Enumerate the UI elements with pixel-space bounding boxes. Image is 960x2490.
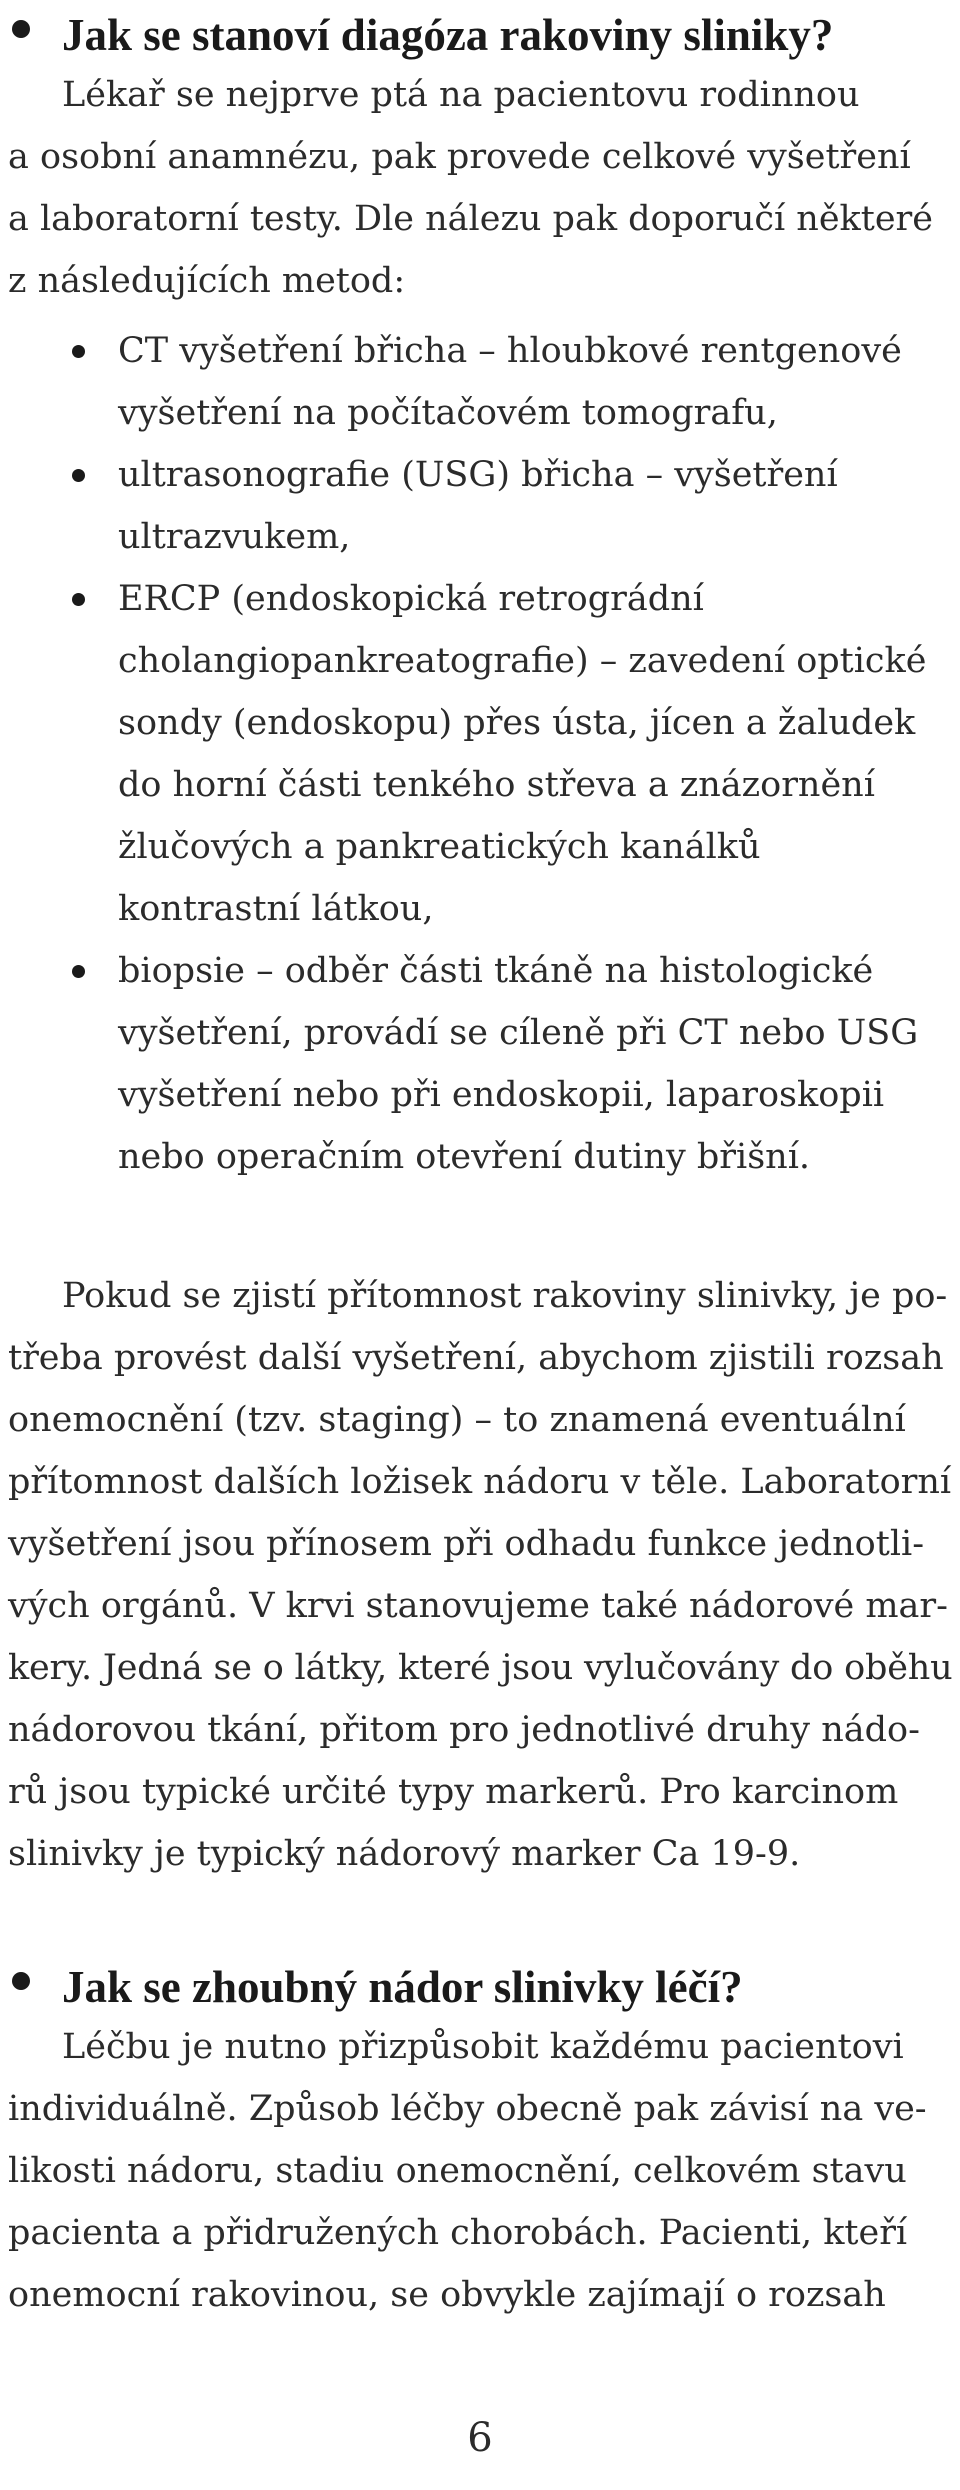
staging-paragraph (8, 1265, 952, 1885)
text-line: přítomnost dalších ložisek nádoru v těle. Laboratorní (8, 1462, 952, 1502)
text-line: nádorovou tkání, přitom pro jednotlivé druhy nádo- (8, 1710, 920, 1750)
list-item (0, 940, 960, 1188)
heading-text: Jak se zhoubný nádor slinivky léčí? (62, 1962, 743, 2012)
text-line: sondy (endoskopu) přes ústa, jícen a žaludek (118, 703, 916, 743)
text-line: vyšetření jsou přínosem při odhadu funkce jednotli- (8, 1524, 925, 1564)
text-line: vyšetření nebo při endoskopii, laparoskopii (118, 1075, 885, 1115)
text-line: a osobní anamnézu, pak provede celkové vyšetření (8, 137, 911, 177)
text-line: pacienta a přidružených chorobách. Pacienti, kteří (8, 2213, 908, 2253)
bullet-icon (72, 965, 85, 978)
treatment-intro-paragraph (8, 2016, 952, 2326)
text-line: žlučových a pankreatických kanálků (118, 827, 761, 867)
text-line: vyšetření na počítačovém tomografu, (118, 393, 778, 433)
text-line: a laboratorní testy. Dle nálezu pak doporučí některé (8, 199, 933, 239)
text-line: z následujících metod: (8, 261, 406, 301)
text-line: cholangiopankreatografie) – zavedení optické (118, 641, 927, 681)
bullet-icon (72, 345, 85, 358)
text-line: slinivky je typický nádorový marker Ca 19-9. (8, 1834, 801, 1874)
list-item (0, 568, 960, 940)
bullet-icon (72, 469, 85, 482)
text-line: kontrastní látkou, (118, 889, 434, 929)
text-line: vých orgánů. V krvi stanovujeme také nádorové mar- (8, 1586, 948, 1626)
heading-text: Jak se stanoví diagóza rakoviny sliniky? (62, 10, 834, 60)
text-line: ultrasonografie (USG) břicha – vyšetření (118, 455, 838, 495)
text-line: nebo operačním otevření dutiny břišní. (118, 1137, 811, 1177)
bullet-icon (12, 1972, 30, 1990)
text-line: ERCP (endoskopická retrográdní (118, 579, 704, 619)
page-number: 6 (467, 2415, 493, 2461)
bullet-icon (12, 20, 30, 38)
text-line: třeba provést další vyšetření, abychom zjistili rozsah (8, 1338, 944, 1378)
text-line: biopsie – odběr části tkáně na histologické (118, 951, 874, 991)
list-item (0, 320, 960, 444)
text-line: CT vyšetření břicha – hloubkové rentgenové (118, 331, 902, 371)
text-line: kery. Jedná se o látky, které jsou vylučovány do oběhu (8, 1648, 953, 1688)
text-line: rů jsou typické určité typy markerů. Pro karcinom (8, 1772, 899, 1812)
text-line: Lékař se nejprve ptá na pacientovu rodinnou (62, 75, 860, 115)
text-line: vyšetření, provádí se cíleně při CT nebo USG (118, 1013, 919, 1053)
text-line: Pokud se zjistí přítomnost rakoviny slinivky, je po- (62, 1276, 948, 1316)
list-item (0, 444, 960, 568)
diagnosis-methods-list (0, 320, 960, 1188)
text-line: do horní části tenkého střeva a znázornění (118, 765, 875, 805)
text-line: likosti nádoru, stadiu onemocnění, celkovém stavu (8, 2151, 907, 2191)
text-line: ultrazvukem, (118, 517, 351, 557)
text-line: onemocní rakovinou, se obvykle zajímají o rozsah (8, 2275, 886, 2315)
text-line: onemocnění (tzv. staging) – to znamená eventuální (8, 1400, 906, 1440)
text-line: Léčbu je nutno přizpůsobit každému pacientovi (62, 2027, 904, 2067)
diagnosis-intro-paragraph (8, 64, 952, 312)
bullet-icon (72, 593, 85, 606)
text-line: individuálně. Způsob léčby obecně pak závisí na ve- (8, 2089, 927, 2129)
